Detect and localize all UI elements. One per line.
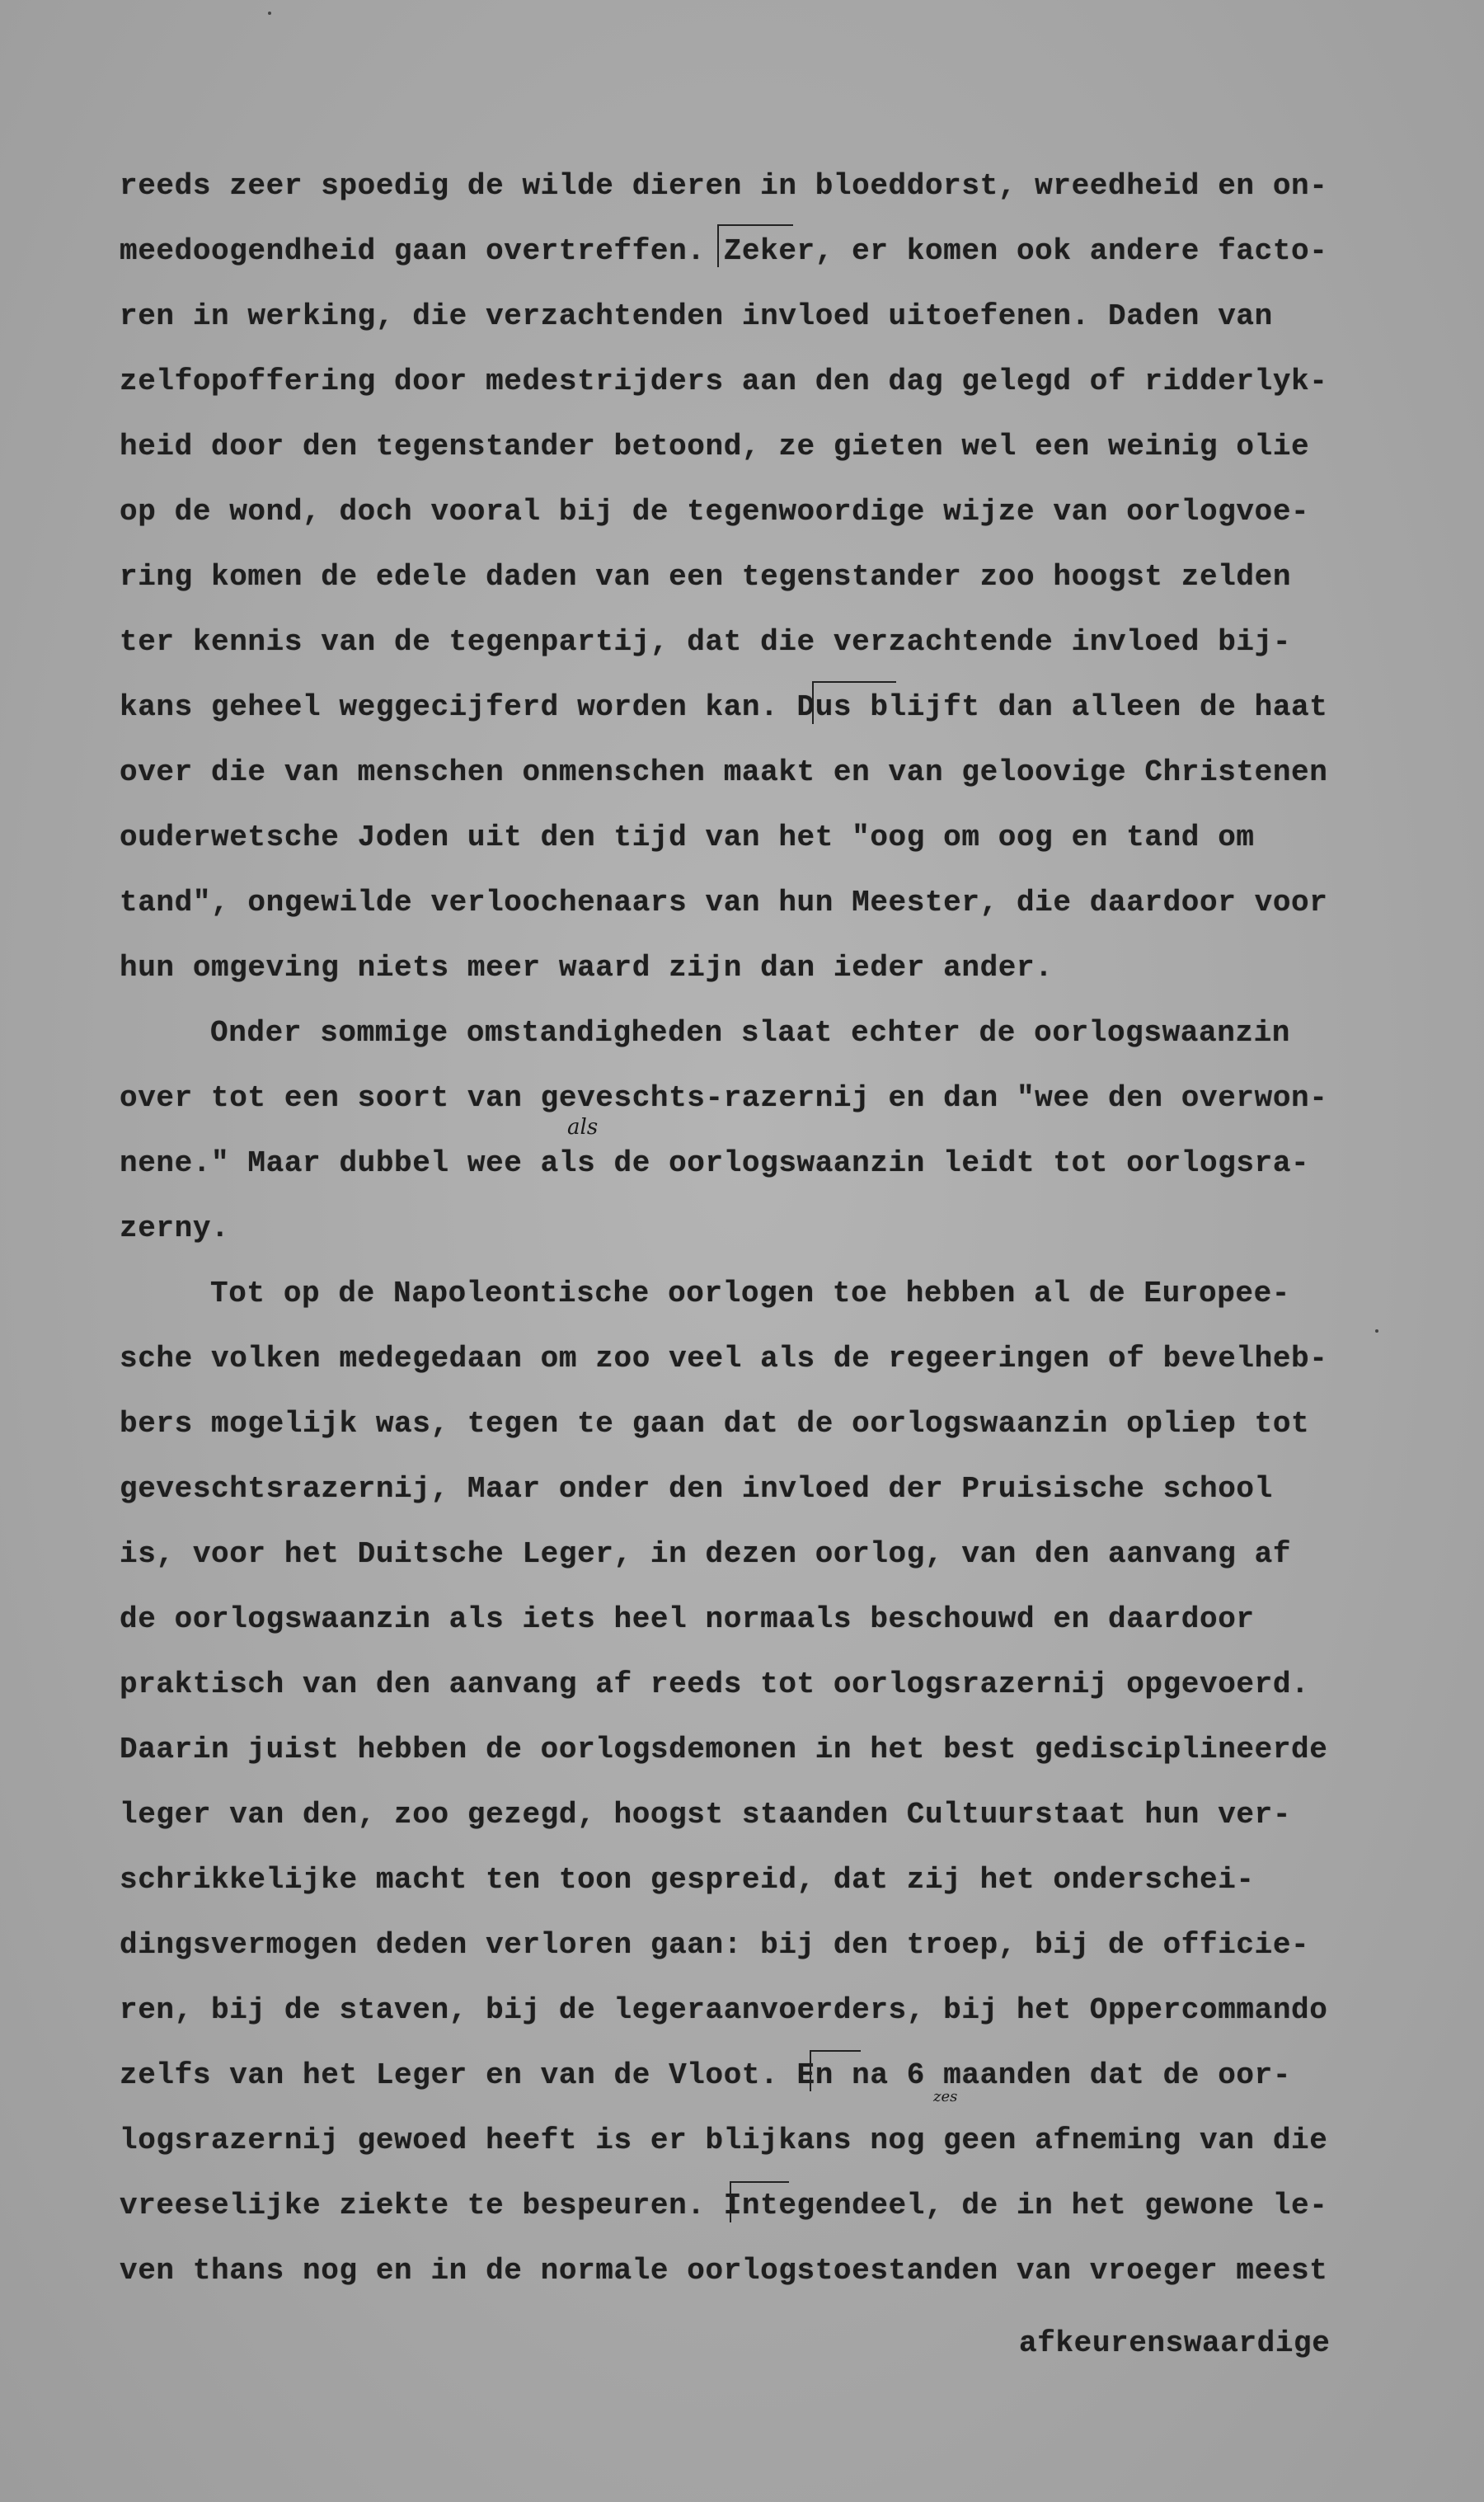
text-line: sche volken medegedaan om zoo veel als de regeeringen of bevelheb- xyxy=(120,1342,1328,1376)
paper-speck xyxy=(268,12,271,15)
handwritten-insertion: zes xyxy=(933,2088,958,2105)
text-line: ter kennis van de tegenpartij, dat die verzachtende invloed bij- xyxy=(120,625,1292,659)
text-line: zerny. xyxy=(120,1211,230,1245)
text-line: over die van menschen onmenschen maakt en van geloovige Christenen xyxy=(120,755,1328,789)
text-line: zelfs van het Leger en van de Vloot. En na 6 maanden dat de oor- xyxy=(120,2058,1292,2092)
text-line: zelfopoffering door medestrijders aan den dag gelegd of ridderlyk- xyxy=(120,364,1328,398)
text-line: Daarin juist hebben de oorlogsdemonen in het best gedisciplineerde xyxy=(120,1733,1328,1766)
text-line: Tot op de Napoleontische oorlogen toe hebben al de Europee- xyxy=(210,1277,1291,1310)
paragraph-mark xyxy=(810,2050,861,2091)
text-line: vreeselijke ziekte te bespeuren. Integendeel, de in het gewone le- xyxy=(120,2189,1328,2222)
text-line: de oorlogswaanzin als iets heel normaals beschouwd en daardoor xyxy=(120,1602,1255,1636)
text-line: ouderwetsche Joden uit den tijd van het "oog om oog en tand om xyxy=(120,821,1255,854)
paragraph-mark xyxy=(730,2181,789,2222)
paragraph-mark xyxy=(717,224,793,267)
paper-speck xyxy=(1375,1329,1378,1333)
text-line: meedoogendheid gaan overtreffen. Zeker, er komen ook andere facto- xyxy=(120,234,1328,268)
text-line: dingsvermogen deden verloren gaan: bij den troep, bij de officie- xyxy=(120,1928,1310,1962)
text-line: logsrazernij gewoed heeft is er blijkans nog geen afneming van die xyxy=(120,2123,1328,2157)
text-line: nene." Maar dubbel wee als de oorlogswaanzin leidt tot oorlogsra- xyxy=(120,1146,1310,1180)
text-line: ren, bij de staven, bij de legeraanvoerders, bij het Oppercommando xyxy=(120,1993,1328,2027)
text-line: is, voor het Duitsche Leger, in dezen oorlog, van den aanvang af xyxy=(120,1537,1292,1571)
text-line: hun omgeving niets meer waard zijn dan ieder ander. xyxy=(120,951,1054,985)
handwritten-insertion: als xyxy=(567,1115,599,1140)
text-line: tand", ongewilde verloochenaars van hun Meester, die daardoor voor xyxy=(120,886,1328,919)
text-line: kans geheel weggecijferd worden kan. Dus blijft dan alleen de haat xyxy=(120,690,1328,724)
text-line: praktisch van den aanvang af reeds tot oorlogsrazernij opgevoerd. xyxy=(120,1667,1310,1701)
text-line: op de wond, doch vooral bij de tegenwoordige wijze van oorlogvoe- xyxy=(120,495,1310,529)
text-line: reeds zeer spoedig de wilde dieren in bloeddorst, wreedheid en on- xyxy=(120,169,1328,203)
text-line: Onder sommige omstandigheden slaat echter de oorlogswaanzin xyxy=(210,1016,1291,1050)
text-line: over tot een soort van geveschts-razernij en dan "wee den overwon- xyxy=(120,1081,1328,1115)
text-line: geveschtsrazernij, Maar onder den invloed der Pruisische school xyxy=(120,1472,1273,1506)
text-line: ren in werking, die verzachtenden invloed uitoefenen. Daden van xyxy=(120,299,1273,333)
paragraph-mark xyxy=(812,681,896,724)
text-line: ring komen de edele daden van een tegenstander zoo hoogst zelden xyxy=(120,560,1292,594)
text-line: ven thans nog en in de normale oorlogstoestanden van vroeger meest xyxy=(120,2254,1328,2288)
text-line: bers mogelijk was, tegen te gaan dat de oorlogswaanzin opliep tot xyxy=(120,1407,1310,1441)
catchword: afkeurenswaardige xyxy=(1019,2326,1331,2360)
text-line: heid door den tegenstander betoond, ze gieten wel een weinig olie xyxy=(120,430,1310,463)
text-line: schrikkelijke macht ten toon gespreid, dat zij het onderschei- xyxy=(120,1863,1255,1897)
text-line: leger van den, zoo gezegd, hoogst staanden Cultuurstaat hun ver- xyxy=(120,1798,1292,1832)
